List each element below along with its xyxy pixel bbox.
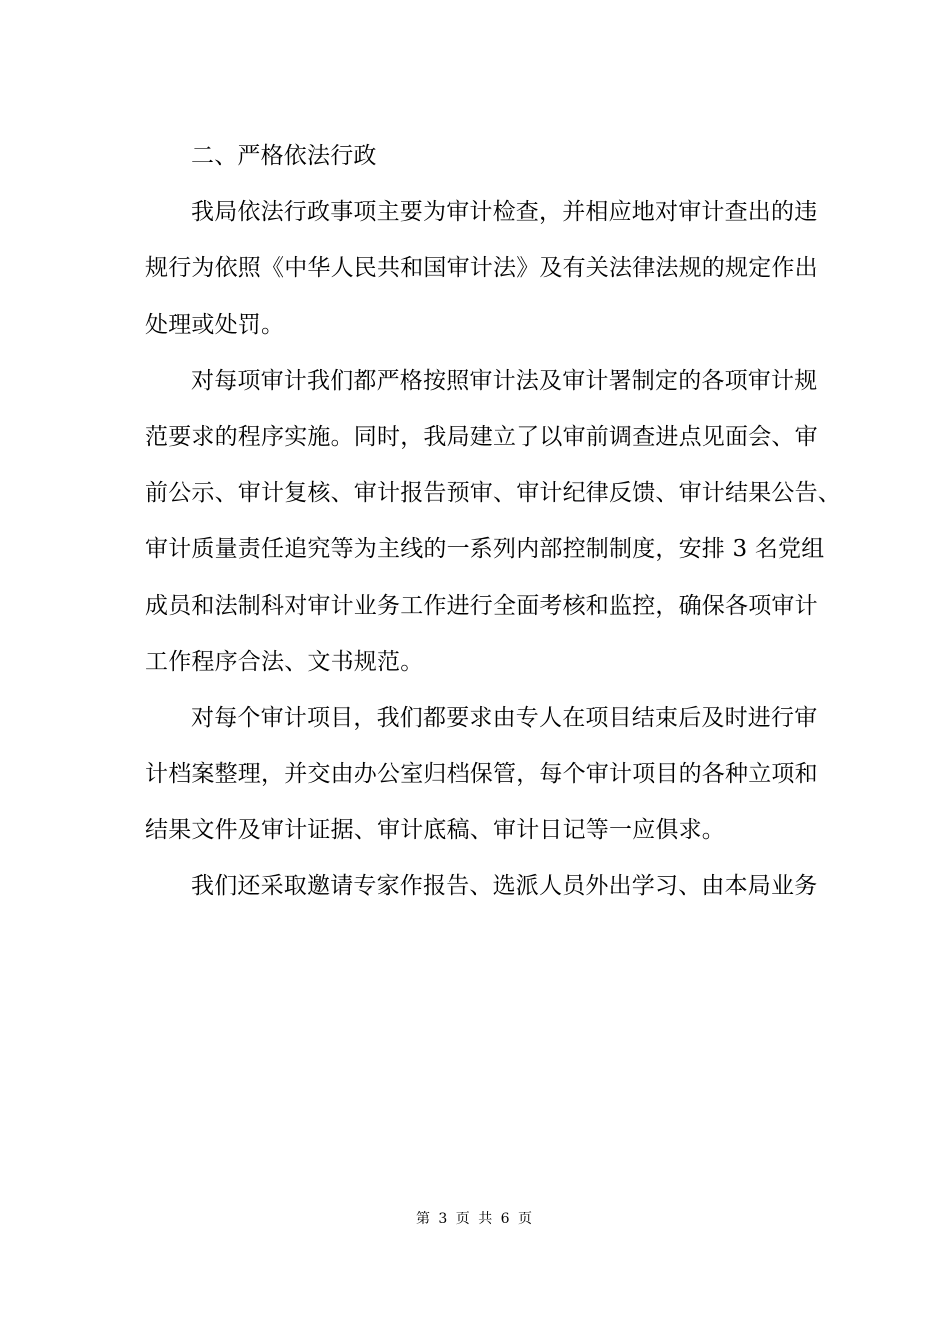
paragraph-3 <box>145 690 825 859</box>
page-number-text: 第 3 页 共 6 页 <box>415 1211 535 1227</box>
paragraph-line: 前公示、审计复核、审计报告预审、审计纪律反馈、审计结果公告、 <box>145 480 841 507</box>
paragraph-line: 处理或处罚。 <box>145 311 285 338</box>
heading-text: 二、严格依法行政 <box>191 143 377 169</box>
paragraph-line: 审计质量责任追究等为主线的一系列内部控制制度，安排 3 名党组 <box>145 536 825 563</box>
paragraph-line: 成员和法制科对审计业务工作进行全面考核和监控，确保各项审计 <box>145 592 818 619</box>
paragraph-line: 结果文件及审计证据、审计底稿、审计日记等一应俱求。 <box>145 817 725 844</box>
paragraph-line: 工作程序合法、文书规范。 <box>145 648 424 675</box>
paragraph-4 <box>145 858 825 914</box>
paragraph-line: 范要求的程序实施。同时，我局建立了以审前调查进点见面会、审 <box>145 423 818 450</box>
paragraph-line: 对每个审计项目，我们都要求由专人在项目结束后及时进行审 <box>191 704 818 731</box>
paragraph-line: 规行为依照《中华人民共和国审计法》及有关法律法规的规定作出 <box>145 255 818 282</box>
paragraph-line: 我们还采取邀请专家作报告、选派人员外出学习、由本局业务 <box>191 873 818 900</box>
document-body <box>145 128 841 915</box>
paragraph-1 <box>145 184 825 353</box>
paragraph-line: 我局依法行政事项主要为审计检查，并相应地对审计查出的违 <box>191 199 818 226</box>
page-footer <box>0 1208 950 1228</box>
section-heading <box>145 128 825 184</box>
paragraph-2 <box>145 353 841 690</box>
paragraph-line: 计档案整理，并交由办公室归档保管，每个审计项目的各种立项和 <box>145 761 818 788</box>
paragraph-line: 对每项审计我们都严格按照审计法及审计署制定的各项审计规 <box>191 367 818 394</box>
